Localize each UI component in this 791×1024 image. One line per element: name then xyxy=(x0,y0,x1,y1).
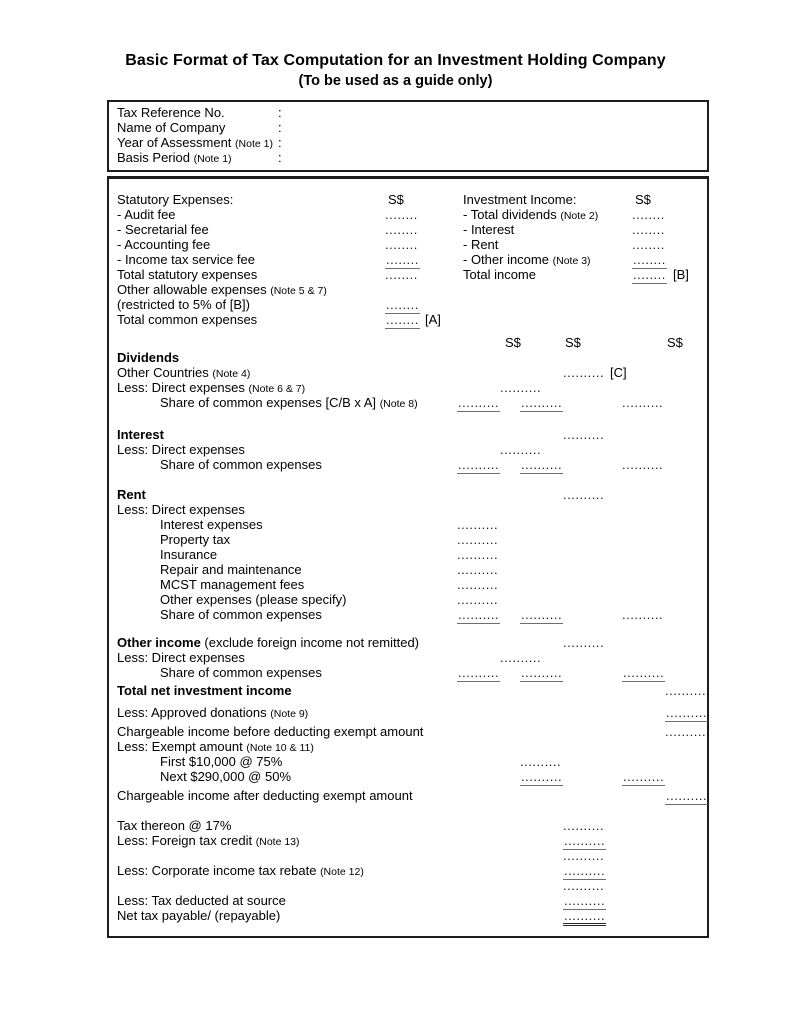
table-row xyxy=(109,532,707,547)
row-label: Less: Foreign tax credit (Note 13) xyxy=(117,833,300,848)
table-row xyxy=(109,365,707,380)
dotted-amount-field: .......... xyxy=(563,818,605,833)
spacer xyxy=(109,410,707,427)
table-row xyxy=(109,683,707,698)
row-label: - Secretarial fee xyxy=(117,222,209,237)
dotted-amount-field: .......... xyxy=(457,532,499,547)
dotted-amount-field: ........ xyxy=(385,207,418,222)
row-label: Less: Direct expenses xyxy=(117,502,245,517)
dotted-amount-field: ........ xyxy=(385,267,418,282)
dotted-amount-field: .......... xyxy=(457,547,499,562)
dotted-amount-field: ........ xyxy=(632,207,665,222)
dotted-amount-field: .......... xyxy=(563,427,605,442)
dotted-amount-field: .......... xyxy=(623,665,665,680)
table-row xyxy=(109,863,707,878)
dotted-amount-field: .......... xyxy=(521,769,563,784)
spacer xyxy=(109,179,707,192)
dotted-amount-field: .......... xyxy=(563,908,606,926)
tax-computation-box xyxy=(107,176,709,938)
row-label: Total net investment income xyxy=(117,683,292,698)
dotted-amount-field: .......... xyxy=(500,650,542,665)
table-row xyxy=(109,739,707,754)
table-row xyxy=(109,562,707,577)
row-label: Other expenses (please specify) xyxy=(160,592,347,607)
row-label: - Total dividends (Note 2) xyxy=(463,207,599,222)
row-label: Less: Corporate income tax rebate (Note 12) xyxy=(117,863,364,878)
dotted-amount-field: .......... xyxy=(521,607,563,622)
dotted-amount-field: .......... xyxy=(521,665,563,680)
table-row xyxy=(109,487,707,502)
row-label: - Audit fee xyxy=(117,207,176,222)
row-label: Total statutory expenses xyxy=(117,267,258,282)
ref-tag: [B] xyxy=(673,267,689,282)
row-label: Less: Tax deducted at source xyxy=(117,893,286,908)
ref-tag: [C] xyxy=(610,365,627,380)
statutory-expense-row xyxy=(109,312,707,327)
note-reference: (Note 8) xyxy=(379,398,418,410)
table-row xyxy=(109,650,707,665)
row-label: - Income tax service fee xyxy=(117,252,255,267)
table-row xyxy=(109,665,707,680)
company-field-row xyxy=(109,120,707,135)
dotted-amount-field: ........ xyxy=(385,237,418,252)
spacer xyxy=(109,698,707,705)
table-row xyxy=(109,833,707,848)
table-row xyxy=(109,457,707,472)
dotted-amount-field: .......... xyxy=(665,683,707,698)
currency-label: S$ xyxy=(565,335,581,350)
field-colon: : xyxy=(278,105,282,120)
currency-header-row xyxy=(109,335,707,350)
row-label: Interest xyxy=(117,427,164,442)
currency-label: S$ xyxy=(635,192,651,207)
row-label: Chargeable income after deducting exempt amount xyxy=(117,788,413,803)
dotted-amount-field: ........ xyxy=(633,252,666,267)
row-label: - Interest xyxy=(463,222,515,237)
row-label: Less: Approved donations (Note 9) xyxy=(117,705,309,720)
table-row xyxy=(109,427,707,442)
note-reference: (Note 13) xyxy=(255,836,300,848)
dotted-amount-field: .......... xyxy=(564,893,606,908)
table-row xyxy=(109,893,707,908)
dotted-amount-field: ........ xyxy=(385,222,418,237)
note-reference: (Note 12) xyxy=(320,866,364,878)
currency-label: S$ xyxy=(667,335,683,350)
dotted-amount-field: ........ xyxy=(386,312,419,327)
row-label: Rent xyxy=(117,487,146,502)
computation-rows xyxy=(109,350,707,923)
section-heading: Statutory Expenses: xyxy=(117,192,234,207)
note-reference: (Note 2) xyxy=(560,210,599,222)
note-reference: (Note 4) xyxy=(212,368,251,380)
dotted-amount-field: .......... xyxy=(458,607,500,622)
dotted-amount-field: .......... xyxy=(458,457,500,472)
document-title: Basic Format of Tax Computation for an Investment Holding Company xyxy=(125,52,666,69)
investment-income-row xyxy=(463,237,711,252)
spacer xyxy=(109,803,707,818)
table-row xyxy=(109,788,707,803)
row-label: Interest expenses xyxy=(160,517,263,532)
dotted-amount-field: .......... xyxy=(563,487,605,502)
table-row xyxy=(109,502,707,517)
row-label: Net tax payable/ (repayable) xyxy=(117,908,281,923)
note-reference: (Note 5 & 7) xyxy=(270,285,327,297)
table-row xyxy=(109,547,707,562)
section-heading: Investment Income: xyxy=(463,192,577,207)
field-label: Basis Period xyxy=(117,150,190,165)
row-label: - Accounting fee xyxy=(117,237,211,252)
field-colon: : xyxy=(278,150,282,165)
field-label: Tax Reference No. xyxy=(117,105,225,120)
note-reference: (Note 10 & 11) xyxy=(246,742,314,754)
table-row xyxy=(109,754,707,769)
dotted-amount-field: ........ xyxy=(386,297,419,312)
dotted-amount-field: .......... xyxy=(665,724,707,739)
dotted-amount-field: ........ xyxy=(632,237,665,252)
row-label: Other allowable expenses (Note 5 & 7) xyxy=(117,282,327,297)
dotted-amount-field: ........ xyxy=(632,222,665,237)
note-reference: (Note 9) xyxy=(270,708,309,720)
row-label: First $10,000 @ 75% xyxy=(160,754,283,769)
dotted-amount-field: ........ xyxy=(386,252,419,267)
section-heading-row xyxy=(463,192,711,207)
table-row xyxy=(109,592,707,607)
dotted-amount-field: .......... xyxy=(457,517,499,532)
dotted-amount-field: .......... xyxy=(666,705,708,720)
table-row xyxy=(109,577,707,592)
dotted-amount-field: .......... xyxy=(500,380,542,395)
dotted-amount-field: .......... xyxy=(623,769,665,784)
dotted-amount-field: .......... xyxy=(520,754,562,769)
row-label: Next $290,000 @ 50% xyxy=(160,769,292,784)
field-label: Year of Assessment xyxy=(117,135,232,150)
row-label: (restricted to 5% of [B]) xyxy=(117,297,250,312)
row-label: Dividends xyxy=(117,350,180,365)
dotted-amount-field: .......... xyxy=(563,878,605,893)
investment-income-row xyxy=(463,267,711,282)
investment-income-row xyxy=(463,252,711,267)
table-row xyxy=(109,908,707,923)
dotted-amount-field: .......... xyxy=(457,592,499,607)
company-field-row xyxy=(109,135,707,150)
dotted-amount-field: .......... xyxy=(521,457,563,472)
table-row xyxy=(109,350,707,365)
statutory-expense-row xyxy=(109,282,707,297)
table-row xyxy=(109,607,707,622)
row-label: Share of common expenses [C/B x A] (Note 8) xyxy=(160,395,418,410)
investment-income-section xyxy=(463,192,711,282)
row-label: Insurance xyxy=(160,547,218,562)
document-subtitle: (To be used as a guide only) xyxy=(298,73,493,89)
dotted-amount-field: .......... xyxy=(622,395,664,410)
company-field-row xyxy=(109,150,707,165)
table-row xyxy=(109,380,707,395)
dotted-amount-field: .......... xyxy=(564,863,606,878)
row-label: Other income (exclude foreign income not remitted) xyxy=(117,635,420,650)
note-reference: (Note 1) xyxy=(235,138,273,150)
row-label: - Other income (Note 3) xyxy=(463,252,591,267)
dotted-amount-field: .......... xyxy=(500,442,542,457)
currency-label: S$ xyxy=(505,335,521,350)
row-label: Less: Exempt amount (Note 10 & 11) xyxy=(117,739,314,754)
dotted-amount-field: .......... xyxy=(563,365,605,380)
row-label: - Rent xyxy=(463,237,499,252)
ref-tag: [A] xyxy=(425,312,441,327)
dotted-amount-field: .......... xyxy=(458,395,500,410)
table-row xyxy=(109,724,707,739)
table-row xyxy=(109,442,707,457)
table-row xyxy=(109,705,707,720)
dotted-amount-field: .......... xyxy=(622,607,664,622)
table-row xyxy=(109,635,707,650)
dotted-amount-field: .......... xyxy=(457,577,499,592)
spacer xyxy=(109,472,707,487)
table-row xyxy=(109,769,707,784)
field-colon: : xyxy=(278,120,282,135)
row-label: Less: Direct expenses xyxy=(117,442,245,457)
table-row xyxy=(109,848,707,863)
dotted-amount-field: .......... xyxy=(458,665,500,680)
dotted-amount-field: .......... xyxy=(457,562,499,577)
dotted-amount-field: .......... xyxy=(666,788,708,803)
row-label: Chargeable income before deducting exempt amount xyxy=(117,724,424,739)
currency-label: S$ xyxy=(388,192,404,207)
top-two-column-section xyxy=(109,192,707,327)
note-reference: (Note 6 & 7) xyxy=(248,383,306,395)
investment-income-row xyxy=(463,222,711,237)
dotted-amount-field: .......... xyxy=(521,395,563,410)
row-label: Share of common expenses xyxy=(160,607,322,622)
dotted-amount-field: .......... xyxy=(563,848,605,863)
row-label: Tax thereon @ 17% xyxy=(117,818,232,833)
field-colon: : xyxy=(278,135,282,150)
dotted-amount-field: .......... xyxy=(563,635,605,650)
table-row xyxy=(109,878,707,893)
row-label: Less: Direct expenses xyxy=(117,650,245,665)
row-label: MCST management fees xyxy=(160,577,305,592)
dotted-amount-field: ........ xyxy=(633,267,666,282)
row-label: Other Countries (Note 4) xyxy=(117,365,251,380)
row-label: Share of common expenses xyxy=(160,457,322,472)
company-field-row xyxy=(109,105,707,120)
investment-income-row xyxy=(463,207,711,222)
table-row xyxy=(109,395,707,410)
table-row xyxy=(109,517,707,532)
table-row xyxy=(109,818,707,833)
dotted-amount-field: .......... xyxy=(622,457,664,472)
row-label: Property tax xyxy=(160,532,231,547)
dotted-amount-field: .......... xyxy=(564,833,606,848)
row-label: Less: Direct expenses (Note 6 & 7) xyxy=(117,380,306,395)
row-label: Repair and maintenance xyxy=(160,562,302,577)
row-label: Total income xyxy=(463,267,536,282)
company-header-box xyxy=(107,100,709,172)
note-reference: (Note 1) xyxy=(193,153,232,165)
statutory-expense-row xyxy=(109,297,707,312)
spacer xyxy=(109,622,707,635)
row-label: Share of common expenses xyxy=(160,665,322,680)
field-label: Name of Company xyxy=(117,120,226,135)
row-label: Total common expenses xyxy=(117,312,258,327)
note-reference: (Note 3) xyxy=(552,255,591,267)
